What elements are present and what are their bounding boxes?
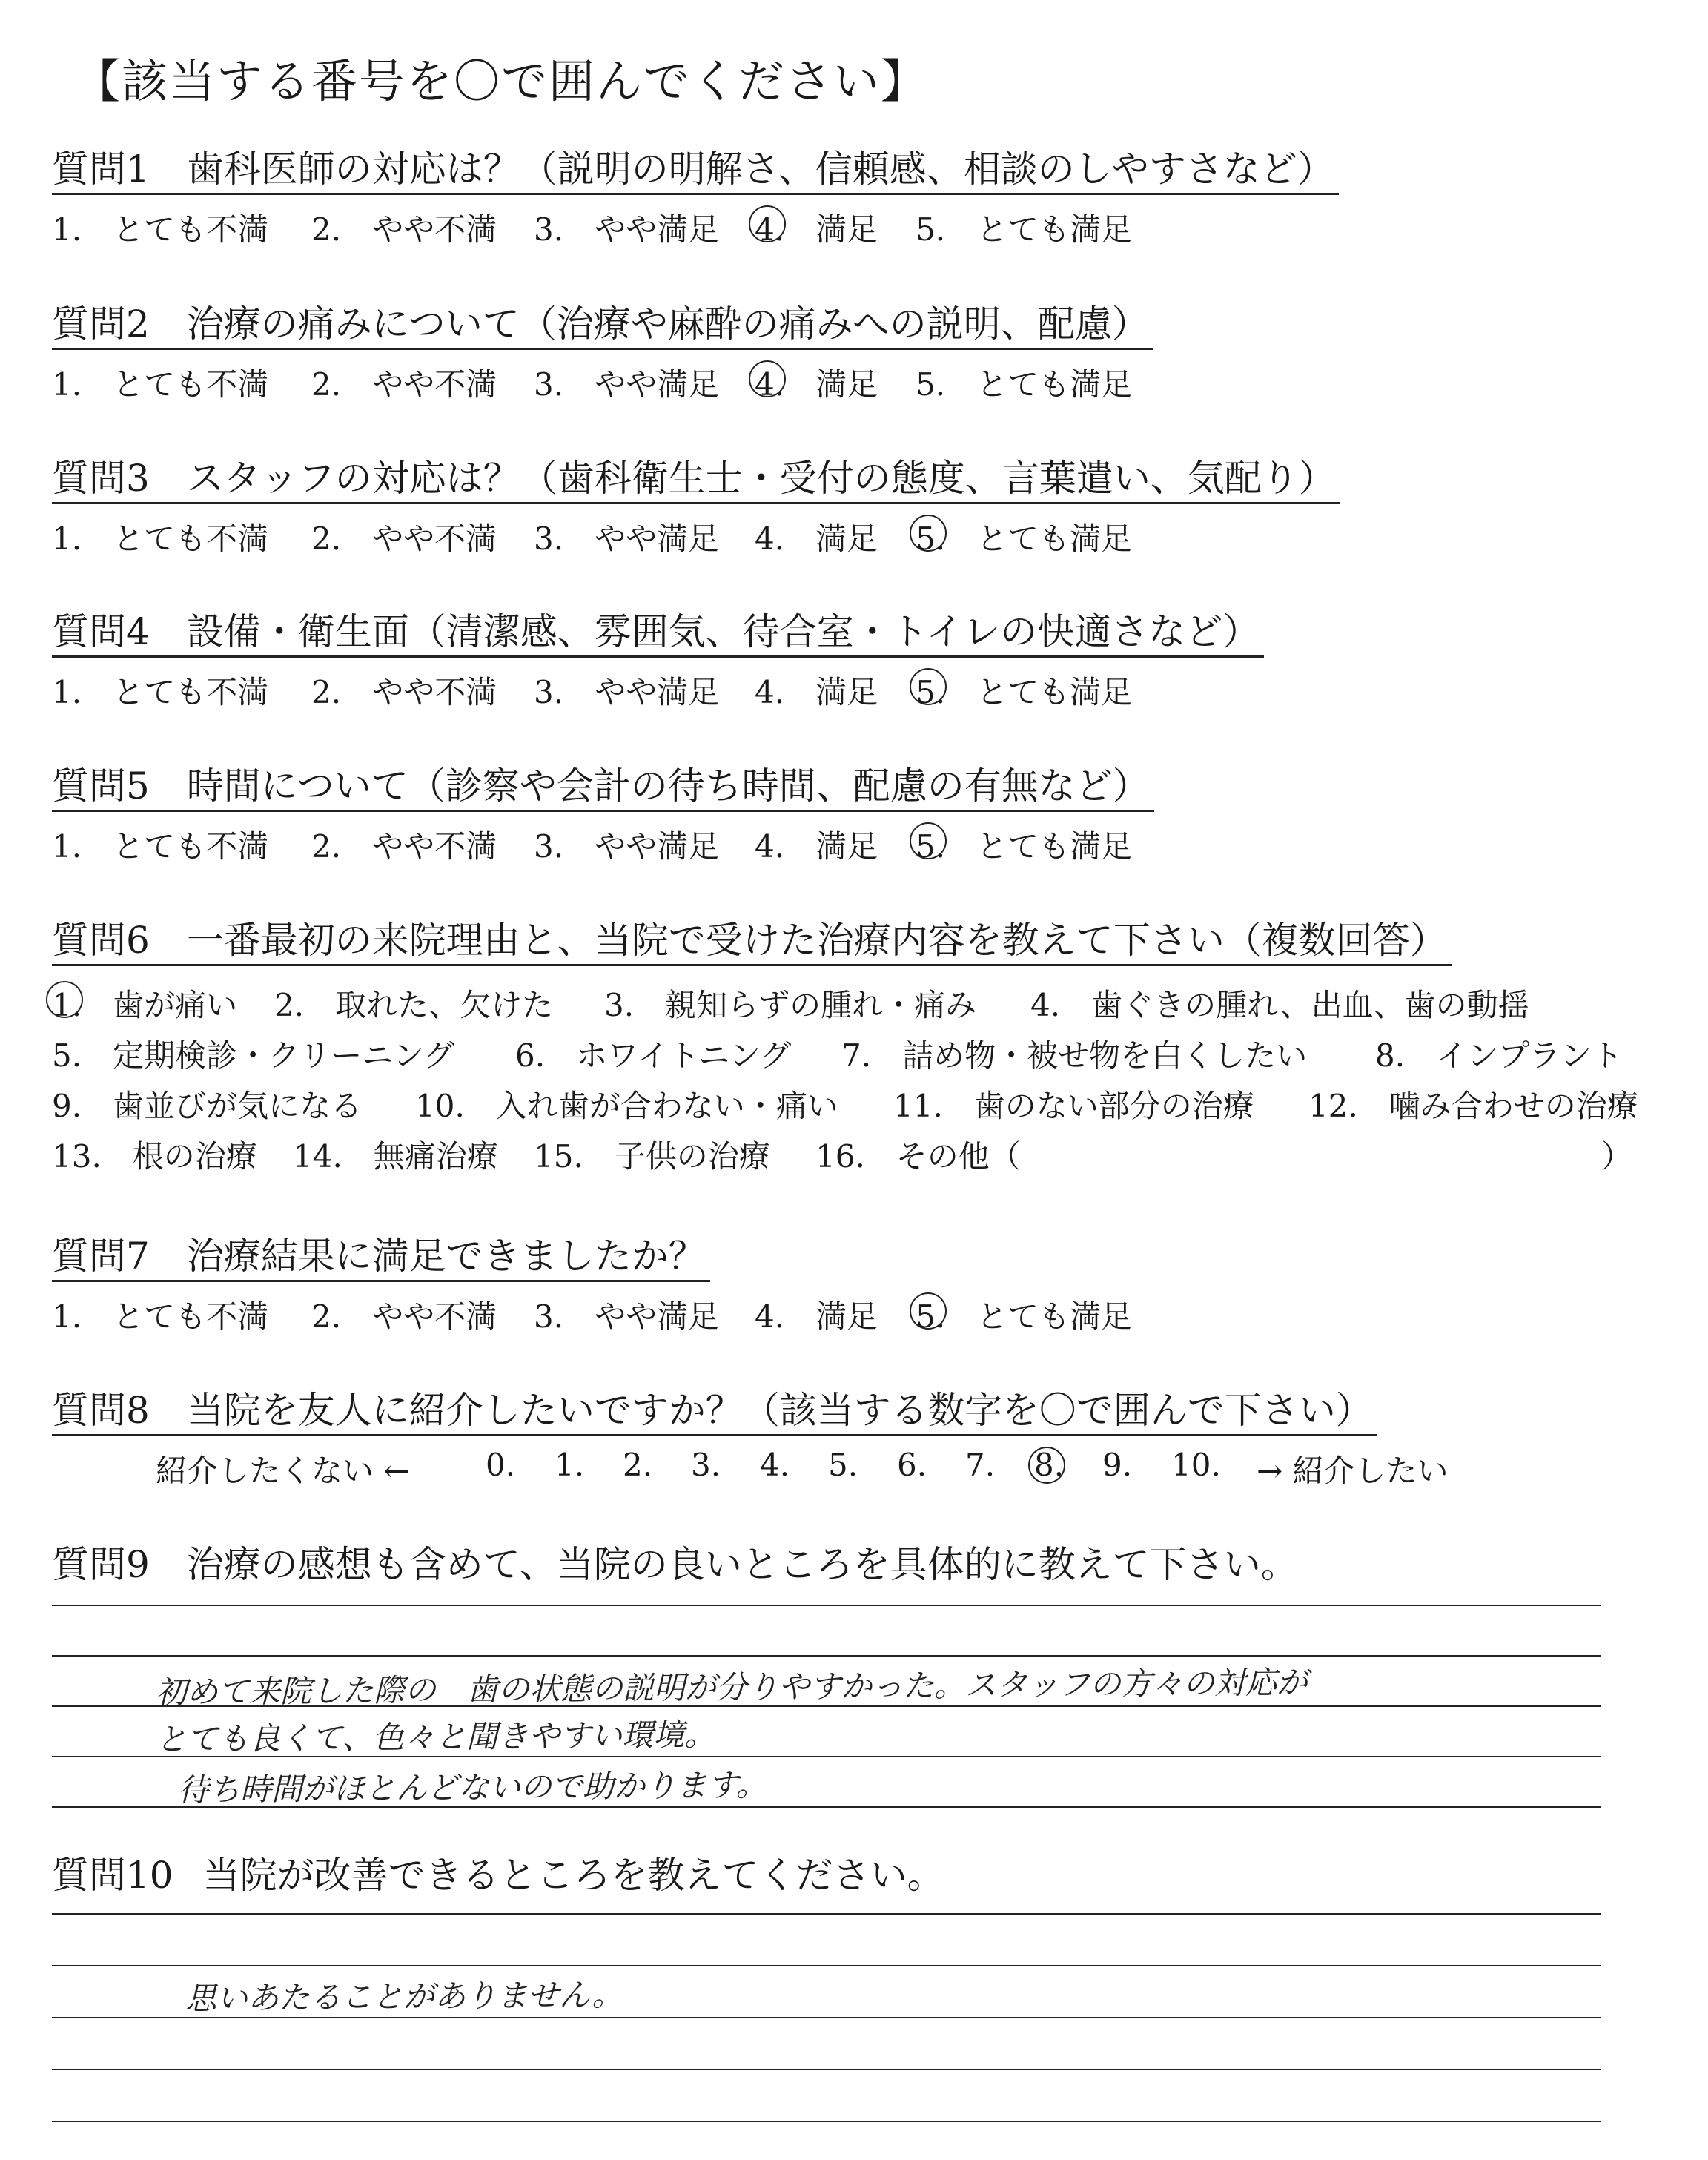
question-7-heading: [52, 1232, 710, 1282]
question-8-heading: [52, 1387, 1377, 1436]
option-1[interactable]: 1. とても不満: [52, 674, 269, 710]
option-5[interactable]: 5. とても満足: [916, 366, 1133, 403]
question-5-options: [52, 822, 1154, 867]
option-3[interactable]: 3. やや満足: [534, 521, 720, 557]
q6-option-10[interactable]: 10. 入れ歯が合わない・痛い: [415, 1088, 838, 1124]
question-5-heading: [52, 762, 1154, 812]
q6-option-6[interactable]: 6. ホワイトニング: [515, 1037, 792, 1074]
q6-option-15[interactable]: 15. 子供の治療: [534, 1138, 770, 1175]
q6-option-2[interactable]: 2. 取れた、欠けた: [274, 987, 554, 1023]
question-6-options-row-2: [52, 1031, 1623, 1076]
question-1-heading: [52, 145, 1339, 195]
answer-line: [52, 2121, 1601, 2122]
option-1[interactable]: 1. とても不満: [52, 366, 269, 403]
option-3[interactable]: 3. やや満足: [534, 211, 720, 248]
q6-option-11[interactable]: 11. 歯のない部分の治療: [893, 1088, 1254, 1124]
option-4[interactable]: 4. 満足: [755, 828, 878, 865]
question-7-options: [52, 1292, 1133, 1337]
scale-7[interactable]: 7.: [965, 1447, 996, 1483]
option-2[interactable]: 2. やや不満: [311, 1298, 497, 1335]
q6-option-1[interactable]: 1. 歯が痛い: [52, 981, 237, 1025]
q6-option-9[interactable]: 9. 歯並びが気になる: [52, 1088, 363, 1124]
question-5: [52, 762, 1154, 867]
q6-option-16[interactable]: 16. その他（: [815, 1138, 1021, 1175]
selection-circle: [910, 515, 947, 552]
handwritten-answer-line-1: 思いあたることがありません。: [185, 1976, 623, 2017]
selection-circle: [749, 360, 786, 397]
option-5[interactable]: 5. とても満足: [916, 211, 1133, 248]
scale-4[interactable]: 4.: [760, 1447, 790, 1483]
option-2[interactable]: 2. やや不満: [311, 674, 497, 710]
question-4-text: 設備・衛生面（清潔感、雰囲気、待合室・トイレの快適さなど）: [186, 610, 1260, 653]
selection-circle: [910, 822, 947, 859]
selection-circle: [910, 668, 947, 705]
option-2[interactable]: 2. やや不満: [311, 828, 497, 865]
question-1-text: 歯科医師の対応は？（説明の明解さ、信頼感、相談のしやすさなど）: [186, 148, 1334, 191]
handwritten-answer-line-2: とても良くて、色々と聞きやすい環境。: [155, 1716, 716, 1758]
option-2[interactable]: 2. やや不満: [311, 366, 497, 403]
question-3-options: [52, 515, 1340, 559]
scale-10[interactable]: 10.: [1171, 1447, 1221, 1483]
option-2[interactable]: 2. やや不満: [311, 211, 497, 248]
question-2-label: 質問2: [52, 303, 150, 346]
question-5-text: 時間について（診察や会計の待ち時間、配慮の有無など）: [186, 764, 1150, 807]
option-4[interactable]: 4. 満足: [755, 521, 878, 557]
question-7: [52, 1232, 1133, 1337]
question-10-heading: [52, 1852, 949, 1899]
question-2-text: 治療の痛みについて（治療や麻酔の痛みへの説明、配慮）: [186, 303, 1149, 346]
question-9-text: 治療の感想も含めて、当院の良いところを具体的に教えて下さい。: [186, 1543, 1298, 1586]
question-3-label: 質問3: [52, 457, 150, 500]
answer-line: [52, 1965, 1601, 1966]
scale-5[interactable]: 5.: [828, 1447, 858, 1483]
question-8-text: 当院を友人に紹介したいですか？（該当する数字を〇で囲んで下さい）: [186, 1389, 1373, 1432]
selection-circle: [910, 1292, 947, 1330]
option-5[interactable]: 5. とても満足: [916, 515, 1132, 559]
answer-line: [52, 1605, 1601, 1606]
question-1-options: [52, 205, 1339, 250]
question-3-text: スタッフの対応は？（歯科衛生士・受付の態度、言葉遣い、気配り）: [186, 457, 1336, 500]
selection-circle: [749, 205, 786, 242]
option-3[interactable]: 3. やや満足: [534, 828, 720, 865]
question-8: [52, 1387, 1449, 1491]
question-1-label: 質問1: [52, 148, 150, 191]
q6-option-12[interactable]: 12. 噛み合わせの治療: [1308, 1088, 1638, 1124]
question-2-options: [52, 360, 1153, 405]
question-10-label: 質問10: [52, 1854, 173, 1897]
question-6-heading: [52, 916, 1452, 966]
question-1: [52, 145, 1339, 250]
question-3-heading: [52, 455, 1340, 504]
question-6-options-row-4: [52, 1132, 1633, 1177]
answer-line: [52, 2069, 1601, 2070]
scale-3[interactable]: 3.: [691, 1447, 721, 1483]
answer-line: [52, 1913, 1601, 1915]
q6-option-3[interactable]: 3. 親知らずの腫れ・痛み: [604, 987, 977, 1023]
handwritten-answer-line-1: 初めて来院した際の 歯の状態の説明が分りやすかった。スタッフの方々の対応が: [155, 1664, 1308, 1711]
option-1[interactable]: 1. とても不満: [52, 521, 269, 557]
question-7-label: 質問7: [52, 1235, 150, 1278]
question-2-heading: [52, 300, 1153, 350]
question-6-options-row-3: [52, 1082, 1638, 1126]
option-5[interactable]: 5. とても満足: [916, 668, 1132, 713]
scale-6[interactable]: 6.: [897, 1447, 927, 1483]
question-4: [52, 608, 1264, 713]
scale-left-label: 紹介したくない ←: [156, 1453, 410, 1489]
page-title: 【該当する番号を〇で囲んでください】: [74, 54, 929, 108]
question-6-label: 質問6: [52, 919, 150, 962]
scale-9[interactable]: 9.: [1102, 1447, 1133, 1483]
question-2: [52, 300, 1153, 405]
question-6-options-row-1: [52, 981, 1529, 1025]
option-1[interactable]: 1. とても不満: [52, 211, 269, 248]
option-1[interactable]: 1. とても不満: [52, 1298, 269, 1335]
option-3[interactable]: 3. やや満足: [534, 674, 720, 710]
q6-option-7[interactable]: 7. 詰め物・被せ物を白くしたい: [841, 1037, 1308, 1074]
option-3[interactable]: 3. やや満足: [534, 1298, 720, 1335]
scale-right-label: → 紹介したい: [1257, 1453, 1449, 1489]
question-8-label: 質問8: [52, 1389, 150, 1432]
question-10: [52, 1852, 949, 1899]
question-9: [52, 1541, 1302, 1588]
question-3: [52, 455, 1340, 559]
question-5-label: 質問5: [52, 764, 150, 807]
question-4-options: [52, 668, 1264, 713]
option-3[interactable]: 3. やや満足: [534, 366, 720, 403]
question-4-heading: [52, 608, 1264, 658]
q6-option-16-close: ）: [1601, 1138, 1633, 1175]
option-4[interactable]: 4. 満足: [755, 205, 878, 250]
question-6-text: 一番最初の来院理由と、当院で受けた治療内容を教えて下さい（複数回答）: [186, 919, 1447, 962]
q6-option-5[interactable]: 5. 定期検診・クリーニング: [52, 1037, 455, 1074]
q6-option-13[interactable]: 13. 根の治療: [52, 1138, 257, 1175]
question-6: [52, 916, 1638, 1177]
q6-option-14[interactable]: 14. 無痛治療: [293, 1138, 498, 1175]
answer-line: [52, 1655, 1601, 1657]
question-10-text: 当院が改善できるところを教えてください。: [202, 1854, 944, 1897]
option-5[interactable]: 5. とても満足: [916, 822, 1132, 867]
option-5[interactable]: 5. とても満足: [916, 1292, 1132, 1337]
question-7-text: 治療結果に満足できましたか？: [186, 1235, 706, 1278]
option-4[interactable]: 4. 満足: [755, 674, 878, 710]
question-8-scale: 紹介したくない ← 0. 1. 2. 3. 4. 5. 6. 7. 8. 9. 10. → 紹介したい: [52, 1447, 1377, 1491]
selection-circle: [46, 981, 83, 1018]
option-1[interactable]: 1. とても不満: [52, 828, 269, 865]
option-2[interactable]: 2. やや不満: [311, 521, 497, 557]
option-4[interactable]: 4. 満足: [755, 1298, 878, 1335]
scale-1[interactable]: 1.: [555, 1447, 585, 1483]
q6-option-8[interactable]: 8. インプラント: [1375, 1037, 1623, 1074]
scale-2[interactable]: 2.: [623, 1447, 653, 1483]
question-9-heading: [52, 1541, 1302, 1588]
scale-0[interactable]: 0.: [486, 1447, 516, 1483]
option-4[interactable]: 4. 満足: [755, 360, 878, 405]
question-9-label: 質問9: [52, 1543, 150, 1586]
question-4-label: 質問4: [52, 610, 150, 653]
q6-option-4[interactable]: 4. 歯ぐきの腫れ、出血、歯の動揺: [1030, 987, 1529, 1023]
handwritten-answer-line-3: 待ち時間がほとんどないので助かります。: [177, 1766, 767, 1809]
